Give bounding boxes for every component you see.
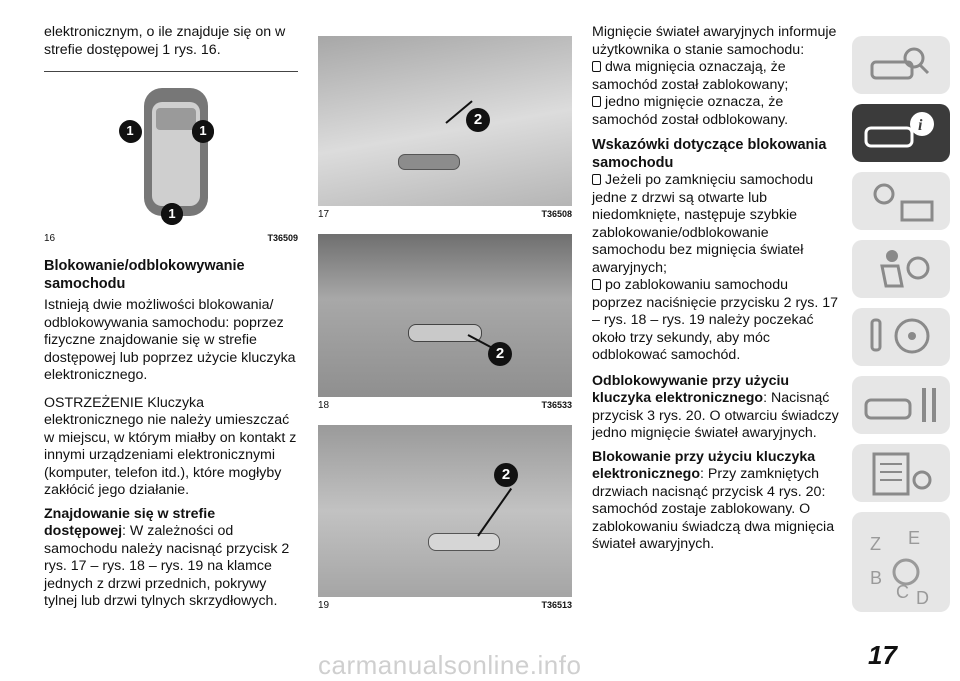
warning-paragraph: OSTRZEŻENIE Kluczyka elektronicznego nie należy umieszczać w miejscu, w którym miałby on kontakt z innymi urządzeniami elektronicznymi (komputer, telefon itd.), które mogłyby zakłócić jego działanie. (44, 394, 297, 498)
column-2 (318, 0, 572, 611)
column-3 (592, 0, 840, 554)
bullet-item (592, 94, 840, 129)
checkbox-bullet-icon (592, 174, 601, 185)
figure-16-caption (44, 233, 298, 244)
figure-19-photo (318, 425, 572, 597)
callout-1-left: 1 (119, 120, 141, 142)
checklist-icon[interactable] (852, 444, 950, 502)
callout-1-right: 1 (192, 120, 214, 142)
figure-code: T36513 (541, 600, 572, 610)
callout-1-rear: 1 (161, 203, 183, 225)
figure-number: 18 (318, 400, 330, 411)
bullet-text: po zablokowaniu samochodu poprzez naciśnięcie przycisku 2 rys. 17 – rys. 18 – rys. 19 należy poczekać około trzy sekundy, aby móc odblokować samochód. (592, 277, 839, 363)
figure-17-photo (318, 36, 572, 206)
car-info-icon[interactable] (852, 104, 950, 162)
key-steering-icon[interactable] (852, 308, 950, 366)
intro-text: elektronicznym, o ile znajduje się on w strefie dostępowej 1 rys. 16. (44, 24, 286, 58)
figure-code: T36533 (541, 400, 572, 410)
door-handle (398, 154, 460, 170)
paragraph: Istnieją dwie możliwości blokowania/ odblokowywania samochodu: poprzez fizyczne znajdowanie się w strefie dostępowej lub poprzez użycie kluczyka elektronicznego. (44, 297, 296, 383)
callout-2: 2 (494, 463, 518, 487)
inline-heading: Blokowanie przy użyciu kluczyka elektronicznego (592, 448, 816, 482)
figure-16 (44, 72, 298, 230)
figure-19-caption (318, 600, 572, 611)
inline-heading: Odblokowywanie przy użyciu kluczyka elektronicznego (592, 372, 790, 406)
watermark: carmanualsonline.info (318, 650, 582, 680)
figure-18-photo (318, 234, 572, 397)
checkbox-bullet-icon (592, 61, 601, 72)
callout-2: 2 (466, 108, 490, 132)
callout-line (477, 488, 512, 537)
bullet-text: dwa mignięcia oznaczają, że samochód został zablokowany; (592, 59, 789, 93)
bullet-item (592, 277, 840, 365)
checkbox-bullet-icon (592, 96, 601, 107)
bullet-item (592, 59, 840, 94)
svg-text:C: C (896, 582, 909, 602)
column-1 (44, 0, 298, 611)
svg-text:D: D (916, 588, 929, 608)
bullet-text: jedno mignięcie oznacza, że samochód został odblokowany. (592, 94, 789, 128)
section-heading: Blokowanie/odblokowywanie samochodu (44, 258, 245, 292)
svg-text:i: i (918, 117, 923, 134)
car-service-icon[interactable] (852, 376, 950, 434)
paragraph-text: : Przy zamkniętych drzwiach nacisnąć przycisk 4 rys. 20: samochód zostaje zablokowany. O zablokowaniu świadczą dwa mignięcia świateł awaryjnych. (592, 466, 835, 552)
paragraph-with-heading (592, 373, 840, 443)
page-number: 17 (868, 640, 897, 670)
figure-number: 19 (318, 600, 330, 611)
figure-number: 16 (44, 233, 56, 244)
svg-text:Z: Z (870, 534, 881, 554)
warning-lights-icon[interactable] (852, 172, 950, 230)
figure-17-caption (318, 209, 572, 220)
airbag-seat-icon[interactable] (852, 240, 950, 298)
door-handle (408, 324, 482, 342)
tailgate-handle (428, 533, 500, 551)
svg-text:B: B (870, 568, 883, 588)
figure-code: T36508 (541, 209, 572, 219)
checkbox-bullet-icon (592, 279, 601, 290)
paragraph: Mignięcie świateł awaryjnych informuje użytkownika o stanie samochodu: (592, 24, 837, 58)
section-heading: Wskazówki dotyczące blokowania samochodu (592, 137, 827, 171)
callout-2: 2 (488, 342, 512, 366)
index-az-icon[interactable] (852, 512, 950, 612)
figure-code: T36509 (267, 233, 298, 243)
svg-text:E: E (908, 528, 921, 548)
inline-heading: Znajdowanie się w strefie dostępowej (44, 505, 216, 539)
paragraph-with-heading (44, 506, 298, 611)
bullet-item (592, 172, 840, 277)
figure-18-caption (318, 400, 572, 411)
paragraph-text: : Nacisnąć przycisk 3 rys. 20. O otwarciu świadczy jedno mignięcie świateł awaryjnych. (592, 390, 839, 441)
paragraph-text: : W zależności od samochodu należy nacisnąć przycisk 2 rys. 17 – rys. 18 – rys. 19 na klamce jednych z drzwi przednich, pokrywy tylnej lub drzwi tylnych skrzydłowych. (44, 523, 290, 609)
paragraph-with-heading (592, 449, 840, 554)
bullet-text: Jeżeli po zamknięciu samochodu jedne z drzwi są otwarte lub niedomknięte, następuje szybkie zablokowanie/odblokowanie samochodu bez mignięcia świateł awaryjnych; (592, 172, 814, 276)
figure-number: 17 (318, 209, 330, 220)
car-search-icon[interactable] (852, 36, 950, 94)
